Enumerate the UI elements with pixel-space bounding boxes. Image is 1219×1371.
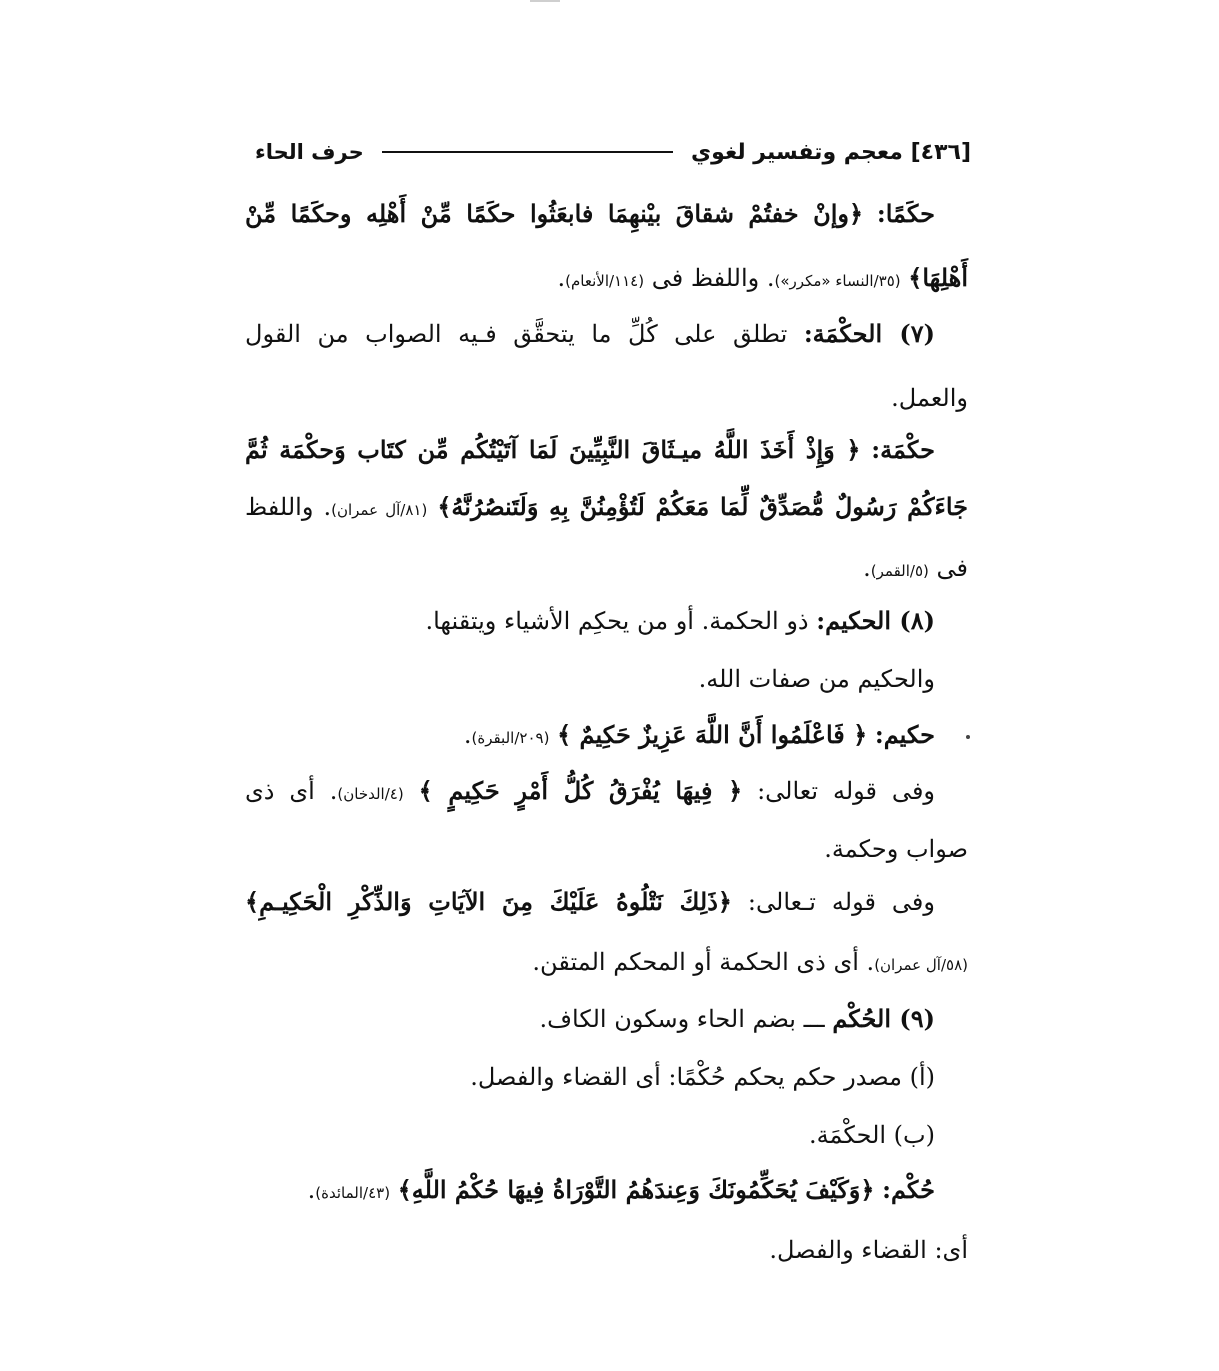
quran-verse: جَاءَكُمْ رَسُولٌ مُّصَدِّقٌ لِّمَا مَعَكُمْ لَتُؤْمِنُنَّ بِهِ وَلَتَنصُرُنَّهُ﴾ [437,492,968,521]
verse-reference: (٤٣/المائدة) [315,1184,391,1202]
text-run [549,721,557,749]
text-run: أى: القضاء والفصل. [769,1236,968,1264]
text-run [860,436,871,464]
header-rule [382,151,673,153]
scan-mark [530,0,560,2]
text-line [245,433,935,467]
text-line [480,1002,935,1036]
text-run: صواب وحكمة. [824,835,968,863]
text-line [330,604,935,638]
page-header [255,134,971,170]
quran-verse: ﴿وَكَيْفَ يُحَكِّمُونَكَ وَعِندَهُمُ التَّوْرَاةُ فِيهَا حُكْمُ اللَّهِ﴾ [397,1175,875,1204]
verse-reference: (١١٤/الأنعام) [565,272,645,290]
entry-term: حكَمًا: [876,199,935,228]
text-run [390,1176,398,1204]
verse-reference: (٣٥/النساء «مكرر») [774,272,901,290]
text-run [863,200,877,228]
quran-verse: ﴿وإنْ خفتُمْ شقاقَ بيْنهِمَا فابعَثُوا حكَمًا مِّنْ أَهْلِه وحكَمًا مِّنْ [245,199,864,228]
quran-verse: ﴿ فِيهَا يُفْرَقُ كُلُّ أَمْرٍ حَكِيمٍ ﴾ [418,776,743,805]
verse-reference: (٥/القمر) [870,562,929,580]
text-line [470,261,968,295]
text-run: فى [928,554,968,582]
text-run: . [463,721,472,749]
text-run [867,721,875,749]
text-run: (ب) الحكْمَة. [808,1121,935,1149]
text-line [380,718,935,752]
text-line [245,490,968,524]
page-number-title: [٤٣٦] معجم وتفسير لغوي [691,139,971,165]
entry-term: حُكْم: [882,1175,935,1204]
text-run: وفى قوله تـعالى: [731,888,935,916]
text-run: . واللفظ فى [644,264,775,292]
quran-verse: أَهْلِهَا﴾ [908,263,968,292]
entry-term: (٨) الحكيم: [816,606,935,635]
text-line [245,317,935,351]
quran-verse: ﴿ وَإِذْ أَخَذَ اللَّهُ ميـثَاقَ النَّبِيِّينَ لَمَا آتَيْتُكُم مِّن كتَاب وَحكْمَة ثُمَّ [245,435,861,464]
text-line [730,1233,968,1267]
text-run: ـــ بضم الحاء وسكون الكاف. [539,1005,833,1033]
text-line [240,1173,935,1207]
text-line [245,197,935,231]
quran-verse: ﴿ فَاعْلَمُوا أَنَّ اللَّهَ عَزِيزٌ حَكِيمٌ ﴾ [557,720,868,749]
text-run: والحكيم من صفات الله. [698,665,935,693]
scan-speck [966,735,970,739]
text-run: . أى ذى [245,777,338,805]
text-run [404,777,419,805]
chapter-title: حرف الحاء [255,140,364,164]
text-line [245,885,935,919]
text-line [860,381,968,415]
text-run: ذو الحكمة. أو من يحكِم الأشياء ويتقنها. [425,607,817,635]
text-run: . أى ذى الحكمة أو المحكم المتقن. [532,948,875,976]
text-run: وفى قوله تعالى: [742,777,936,805]
text-line [760,1118,935,1152]
text-run: والعمل. [891,384,968,412]
entry-term: (٧) الحكْمَة: [803,319,935,348]
entry-term: حكيم: [874,720,935,749]
verse-reference: (٢٠٩/البقرة) [471,729,550,747]
quran-verse: ﴿ذَلِكَ نَتْلُوهُ عَلَيْكَ مِنَ الآيَاتِ وَالذِّكْرِ الْحَكِيـمِ﴾ [245,887,732,916]
text-run: . [863,554,871,582]
text-run [874,1176,882,1204]
text-run: (أ) مصدر حكم يحكم حُكْمًا: أى القضاء والفصل. [470,1063,935,1091]
entry-term: حكْمَة: [871,435,935,464]
text-run: . واللفظ [245,493,332,521]
text-line [650,662,935,696]
text-line [470,945,968,979]
text-line [780,551,968,585]
text-run [427,493,437,521]
verse-reference: (٥٨/آل عمران) [874,956,968,974]
text-line [245,774,935,808]
text-run: تطلق على كُلِّ ما يتحقَّق فـيه الصواب من القول [245,320,804,348]
verse-reference: (٤/الدخان) [337,785,404,803]
text-line [780,832,968,866]
text-run: . [307,1176,316,1204]
text-line [360,1060,935,1094]
verse-reference: (٨١/آل عمران) [331,501,428,519]
entry-term: (٩) الحُكْم [832,1004,935,1033]
text-run: . [557,264,566,292]
